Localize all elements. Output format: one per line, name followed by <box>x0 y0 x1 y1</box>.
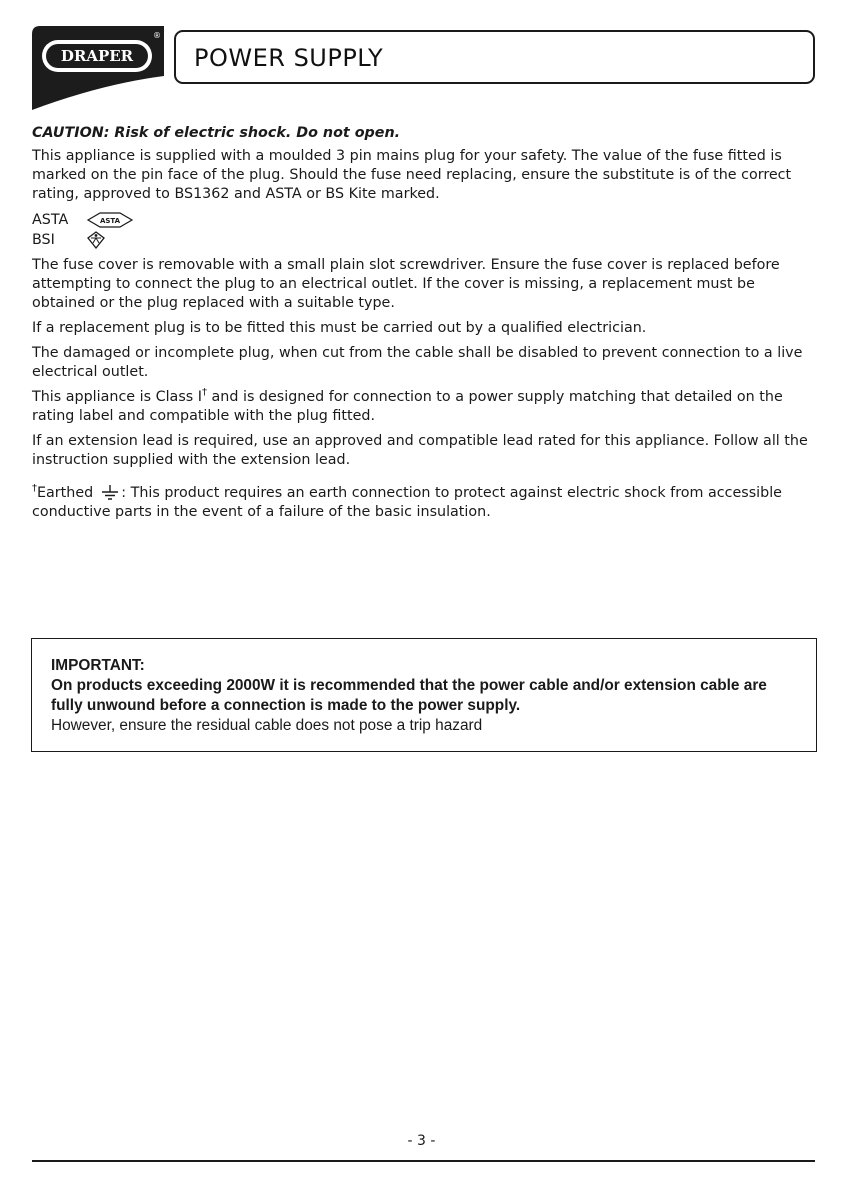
earthed-label: Earthed <box>37 485 94 501</box>
bsi-label: BSI <box>32 231 55 248</box>
caution-heading: CAUTION: Risk of electric shock. Do not open. <box>32 125 401 141</box>
class-paragraph <box>32 388 817 426</box>
footer-rule <box>32 1160 815 1162</box>
earthed-footnote <box>32 484 817 522</box>
important-notice-content <box>51 656 801 736</box>
important-heading: IMPORTANT: <box>51 657 145 674</box>
draper-logo-graphic <box>32 26 164 110</box>
registered-mark: ® <box>153 31 161 40</box>
class-text-before: This appliance is Class I <box>32 389 202 405</box>
important-line-1: On products exceeding 2000W it is recommended that the power cable and/or extension cable are fully unwound before a connection is made to the power supply. <box>51 677 767 714</box>
main-content <box>32 124 817 528</box>
damaged-plug-paragraph: The damaged or incomplete plug, when cut from the cable shall be disabled to prevent connection to a live electrical outlet. <box>32 345 803 380</box>
asta-symbol-text: ASTA <box>99 217 121 225</box>
footnote-dagger: † <box>32 483 37 495</box>
draper-logo <box>32 26 164 110</box>
bsi-mark-row <box>32 230 817 250</box>
fuse-cover-paragraph: The fuse cover is removable with a small plain slot screwdriver. Ensure the fuse cover is replaced before attempting to connect the plug to an electrical outlet. If the cover is missing, a replacement must be obtained or the plug replaced with a suitable type. <box>32 257 780 311</box>
replacement-plug-paragraph: If a replacement plug is to be fitted this must be carried out by a qualified electrician. <box>32 320 647 336</box>
asta-mark-row <box>32 210 817 230</box>
important-line-2: However, ensure the residual cable does not pose a trip hazard <box>51 717 483 734</box>
plug-paragraph: This appliance is supplied with a moulded 3 pin mains plug for your safety. The value of the fuse fitted is marked on the pin face of the plug. Should the fuse need replacing, ensure the substitute is of the correct rating, approved to BS1362 and ASTA or BS Kite marked. <box>32 148 792 202</box>
earth-ground-icon <box>101 485 119 501</box>
extension-paragraph: If an extension lead is required, use an approved and compatible lead rated for this appliance. Follow all the instruction supplied with the extension lead. <box>32 433 808 468</box>
important-notice-box <box>31 638 817 752</box>
class-text-after: and is designed for connection to a power supply matching that detailed on the rating label and compatible with the plug fitted. <box>32 389 783 424</box>
earthed-text: : This product requires an earth connection to protect against electric shock from accessible conductive parts in the event of a failure of the basic insulation. <box>32 485 782 520</box>
page-number: - 3 - <box>407 1133 436 1149</box>
asta-label: ASTA <box>32 211 69 228</box>
logo-text: DRAPER <box>60 47 134 65</box>
page-title: POWER SUPPLY <box>194 44 384 72</box>
bsi-kitemark-icon <box>86 231 106 249</box>
asta-diamond-icon <box>86 212 134 228</box>
section-title-box <box>174 30 815 84</box>
class-dagger: † <box>201 387 207 399</box>
